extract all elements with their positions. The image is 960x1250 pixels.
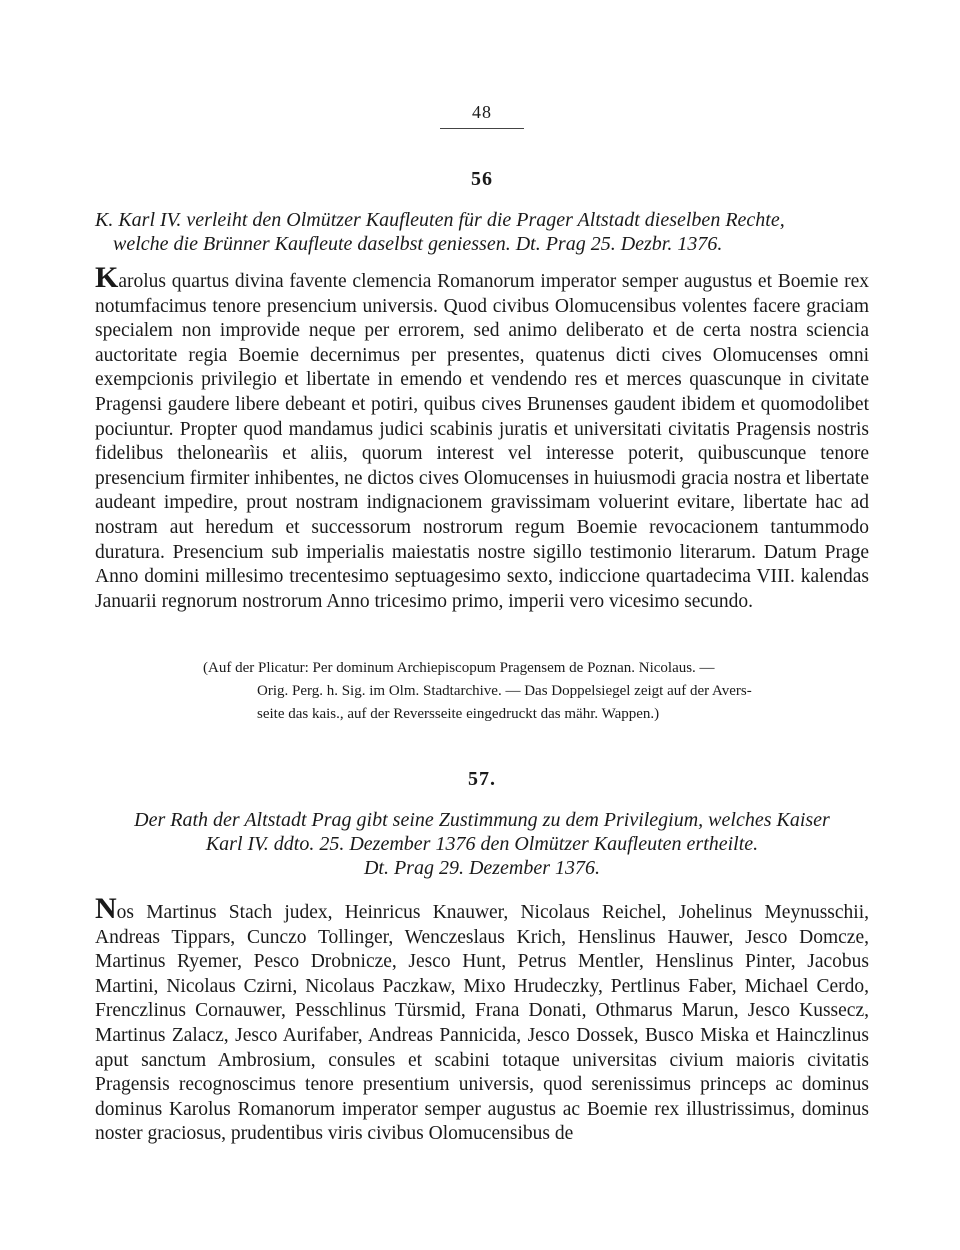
document-heading-57 [95, 808, 869, 880]
document-body-56 [95, 261, 869, 614]
document-heading-56 [95, 208, 869, 256]
heading-line: Karl IV. ddto. 25. Dezember 1376 den Olmützer Kaufleuten ertheilte. [205, 833, 759, 855]
body-text: arolus quartus divina favente clemencia Romanorum imperator semper augustus et Boemie rex notumfacimus tenore presencium universis. Quod civibus Olomucensibus volentes facere graciam specialem non improvide neque per errorem, sed animo deliberato et de certa nostra sciencia auctoritate regia Boemie decernimus per presentes, quatenus dicti cives Olomucenses omni exempcionis privilegio et libertate in emendo et vendendo res et merces quascunque in civitate Pragensi gaudere libere debeant et potiri, quibus cives Brunenses gaudent ibidem et quomodolibet pociuntur. Propter quod mandamus judici scabinis juratis et universitati civitatis Pragensis nostris fidelibus thelonearìis et aliis, quorum interest vel interesse poterit, quibuscunque tenore presencium firmiter inhibentes, ne dictos cives Olomucenses in huiusmodi gracia nostra et libertate audeant impedire, prout nostram indignacionem gravissimam voluerint evitare, libertate hac ad nostram aut heredum et successorum nostrorum regum Boemie revocacionem tantummodo duratura. Presencium sub imperialis maiestatis nostre sigillo testimonio literarum. Datum Prage Anno domini millesimo trecentesimo septuagesimo sexto, indiccione quartadecima VIII. kalendas Januarii regnorum nostrorum Anno tricesimo primo, imperii vero vicesimo secundo. [95, 271, 869, 612]
document-body-57 [95, 892, 869, 1147]
document-number-57: 57. [468, 768, 496, 790]
heading-line: welche die Brünner Kaufleute daselbst geniessen. Dt. Prag 25. Dezbr. 1376. [113, 233, 723, 255]
initial-letter: N [95, 892, 117, 925]
heading-line: Dt. Prag 29. Dezember 1376. [363, 857, 601, 879]
document-number-56: 56 [471, 168, 493, 190]
body-text: os Martinus Stach judex, Heinricus Knauwer, Nicolaus Reichel, Johelinus Meynusschii, Andreas Tippars, Cunczo Tollinger, Wenczeslaus Krich, Henslinus Hauwer, Jesco Domcze, Martinus Ryemer, Pesco Drobnicze, Jesco Hunt, Petrus Mentler, Henslinus Pinter, Jacobus Martini, Nicolaus Czirni, Nicolaus Paczkaw, Mixo Hrudeczky, Pertlinus Faber, Michael Cerdo, Frenczlinus Cornauwer, Pesschlinus Türsmid, Frana Donati, Othmarus Marun, Jesco Kussecz, Martinus Zalacz, Jesco Aurifaber, Andreas Pannicida, Jesco Dossek, Busco Miska et Hainczlinus aput sanctum Ambrosium, consules et scabini totaque universitas civium maioris civitatis Pragensis recognoscimus tenore presentium universis, quod serenissimus princeps ac dominus dominus Karolus Romanorum imperator semper augustus ac Boemie rex illustrissimus, dominus noster graciosus, prudentibus viris civibus Olomucensibus de [95, 902, 869, 1145]
note-line: seite das kais., auf der Reversseite eingedruckt das mähr. Wappen.) [257, 706, 660, 722]
note-line: Orig. Perg. h. Sig. im Olm. Stadtarchive. — Das Doppelsiegel zeigt auf der Avers- [257, 683, 752, 699]
document-page [95, 0, 869, 1250]
heading-line: K. Karl IV. verleiht den Olmützer Kaufleuten für die Prager Altstadt dieselben Rechte, [95, 209, 785, 231]
note-line: (Auf der Plicatur: Per dominum Archiepiscopum Pragensem de Poznan. Nicolaus. — [203, 660, 715, 676]
page-number: 48 [472, 102, 492, 122]
heading-line: Der Rath der Altstadt Prag gibt seine Zustimmung zu dem Privilegium, welches Kaiser [134, 809, 830, 831]
page-number-rule [440, 128, 524, 129]
initial-letter: K [95, 261, 119, 294]
archival-note-56 [203, 657, 871, 726]
